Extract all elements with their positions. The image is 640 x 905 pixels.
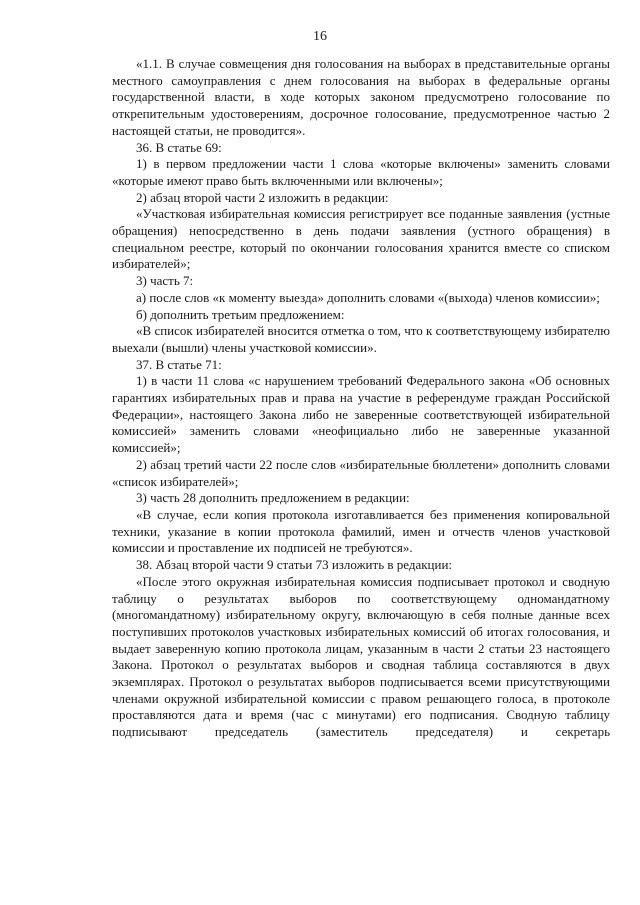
paragraph: 2) абзац второй части 2 изложить в редакции: [136,189,389,205]
paragraph: 2) абзац третий части 22 после слов «избирательные бюллетени» дополнить словами «список избирателей»; [112,456,610,489]
paragraph: а) после слов «к моменту выезда» дополнить словами «(выхода) членов комиссии»; [136,289,600,305]
paragraph: 1) в первом предложении части 1 слова «которые включены» заменить словами «которые имеют право быть включенными или включены»; [112,156,610,188]
paragraph: «В случае, если копия протокола изготавливается без применения копировальной техники, указание в копии протокола фамилий, имен и отчеств членов участковой комиссии и проставление их подписей не требуются». [112,506,610,556]
paragraph: 3) часть 28 дополнить предложением в редакции: [136,490,410,506]
paragraph: 1) в части 11 слова «с нарушением требований Федерального закона «Об основных гарантиях избирательных прав и права на участие в референдуме граждан Российской Федерации», настоящего Закона либо не заверенные соответствующей избирательной комиссией» заменить словами «неофициально либо не заверенные указанной комиссией»; [112,373,610,456]
page-number: 16 [313,29,327,44]
paragraph: 38. Абзац второй части 9 статьи 73 изложить в редакции: [136,557,453,573]
paragraph: «Участковая избирательная комиссия регистрирует все поданные заявления (устные обращения) непосредственно в день подачи заявления (устного обращения) в специальном реестре, который по окончании голосования хранится вместе со списком избирателей»; [112,206,610,272]
document-body [112,56,610,741]
paragraph: 3) часть 7: [136,273,194,289]
paragraph: 36. В статье 69: [136,139,222,155]
paragraph: б) дополнить третьим предложением: [136,306,345,322]
paragraph: «После этого окружная избирательная комиссия подписывает протокол и сводную таблицу о результатах выборов по соответствующему одномандатному (многомандатному) избирательному округу, включающую в себя полные данные всех поступивших протоколов участковых избирательных комиссий об итогах голосования, и выдает заверенную копию протокола лицам, указанным в части 2 статьи 23 настоящего Закона. Протокол о результатах выборов и сводная таблица составляются в двух экземплярах. Протокол о результатах выборов подписывается всеми присутствующими членами окружной избирательной комиссии с правом решающего голоса, в протоколе проставляются дата и время (час с минутами) его подписания. Сводную таблицу подписывают председатель (заместитель председателя) и секретарь [112,573,610,740]
paragraph: 37. В статье 71: [136,356,222,372]
paragraph: «1.1. В случае совмещения дня голосования на выборах в представительные органы местного самоуправления с днем голосования на выборах в федеральные органы государственной власти, в ходе которых законом предусмотрено голосование по открепительным удостоверениям, досрочное голосование, предусмотренное частью 2 настоящей статьи, не проводится». [112,56,610,138]
paragraph: «В список избирателей вносится отметка о том, что к соответствующему избирателю выехали (вышли) члены участковой комиссии». [112,323,610,355]
